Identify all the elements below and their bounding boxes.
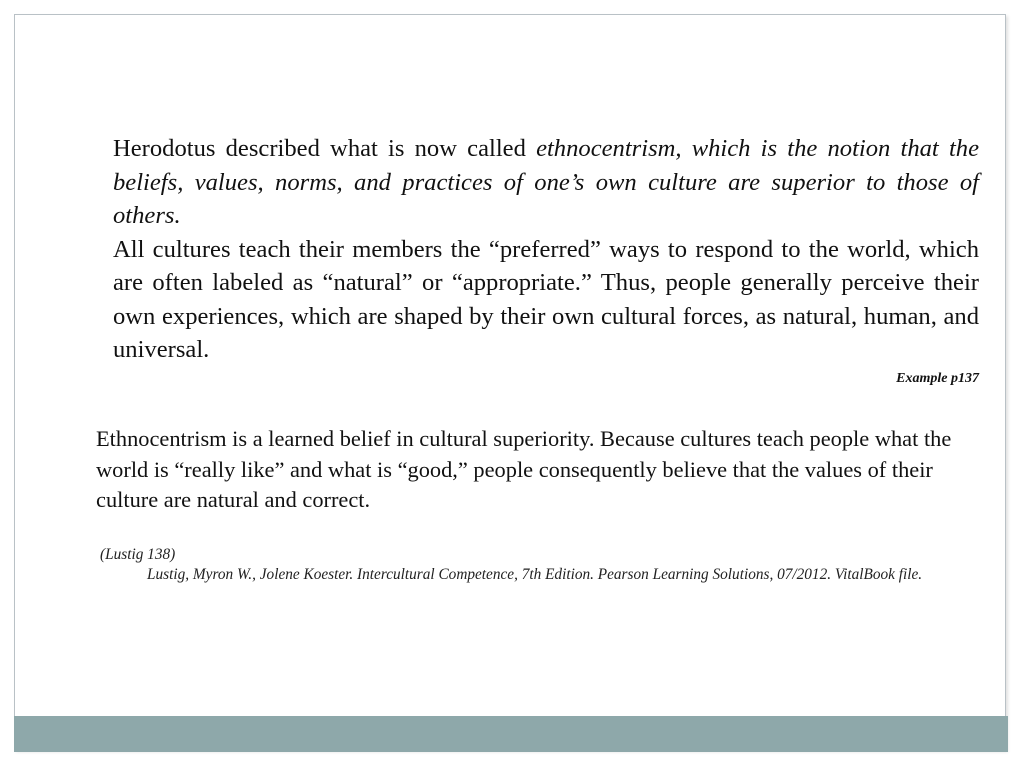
herodotus-sentence <box>113 132 979 233</box>
word-natural: natural <box>333 269 402 296</box>
cultures-text-part3: ” or “ <box>401 269 463 296</box>
word-preferred: preferred <box>499 235 590 263</box>
cultures-text-part1: All cultures teach their members the “ <box>113 235 500 263</box>
herodotus-plain-text: Herodotus described what is now called <box>113 135 537 162</box>
citation-full-reference: Lustig, Myron W., Jolene Koester. Intercultural Competence, 7th Edition. Pearson Learning Solutions, 07/2012. VitalBook file. <box>147 566 923 583</box>
citation-short: (Lustig 138) <box>100 546 176 563</box>
slide-frame <box>14 14 1006 750</box>
citation-block <box>100 545 950 585</box>
cultures-text-part2: ” ways to respond to the world, which are often labeled as “ <box>113 235 979 296</box>
paragraph-herodotus <box>113 132 979 367</box>
word-appropriate: appropriate <box>462 269 575 296</box>
example-page-reference: Example p137 <box>896 371 979 386</box>
paragraph-ethnocentrism-quote: Ethnocentrism is a learned belief in cultural superiority. Because cultures teach people what the world is “really like” and what is “good,” people consequently believe that the values of their culture are natural and correct. <box>96 426 952 512</box>
ethnocentrism-definition: ethnocentrism, which is the notion that the beliefs, values, norms, and practices of one’s own culture are superior to those of others. <box>113 135 979 229</box>
cultures-sentence <box>113 233 979 367</box>
footer-band <box>14 716 1008 752</box>
cultures-text-part4: .” Thus, people generally perceive their own experiences, which are shaped by their own cultural forces, as natural, human, and universal. <box>113 269 979 363</box>
